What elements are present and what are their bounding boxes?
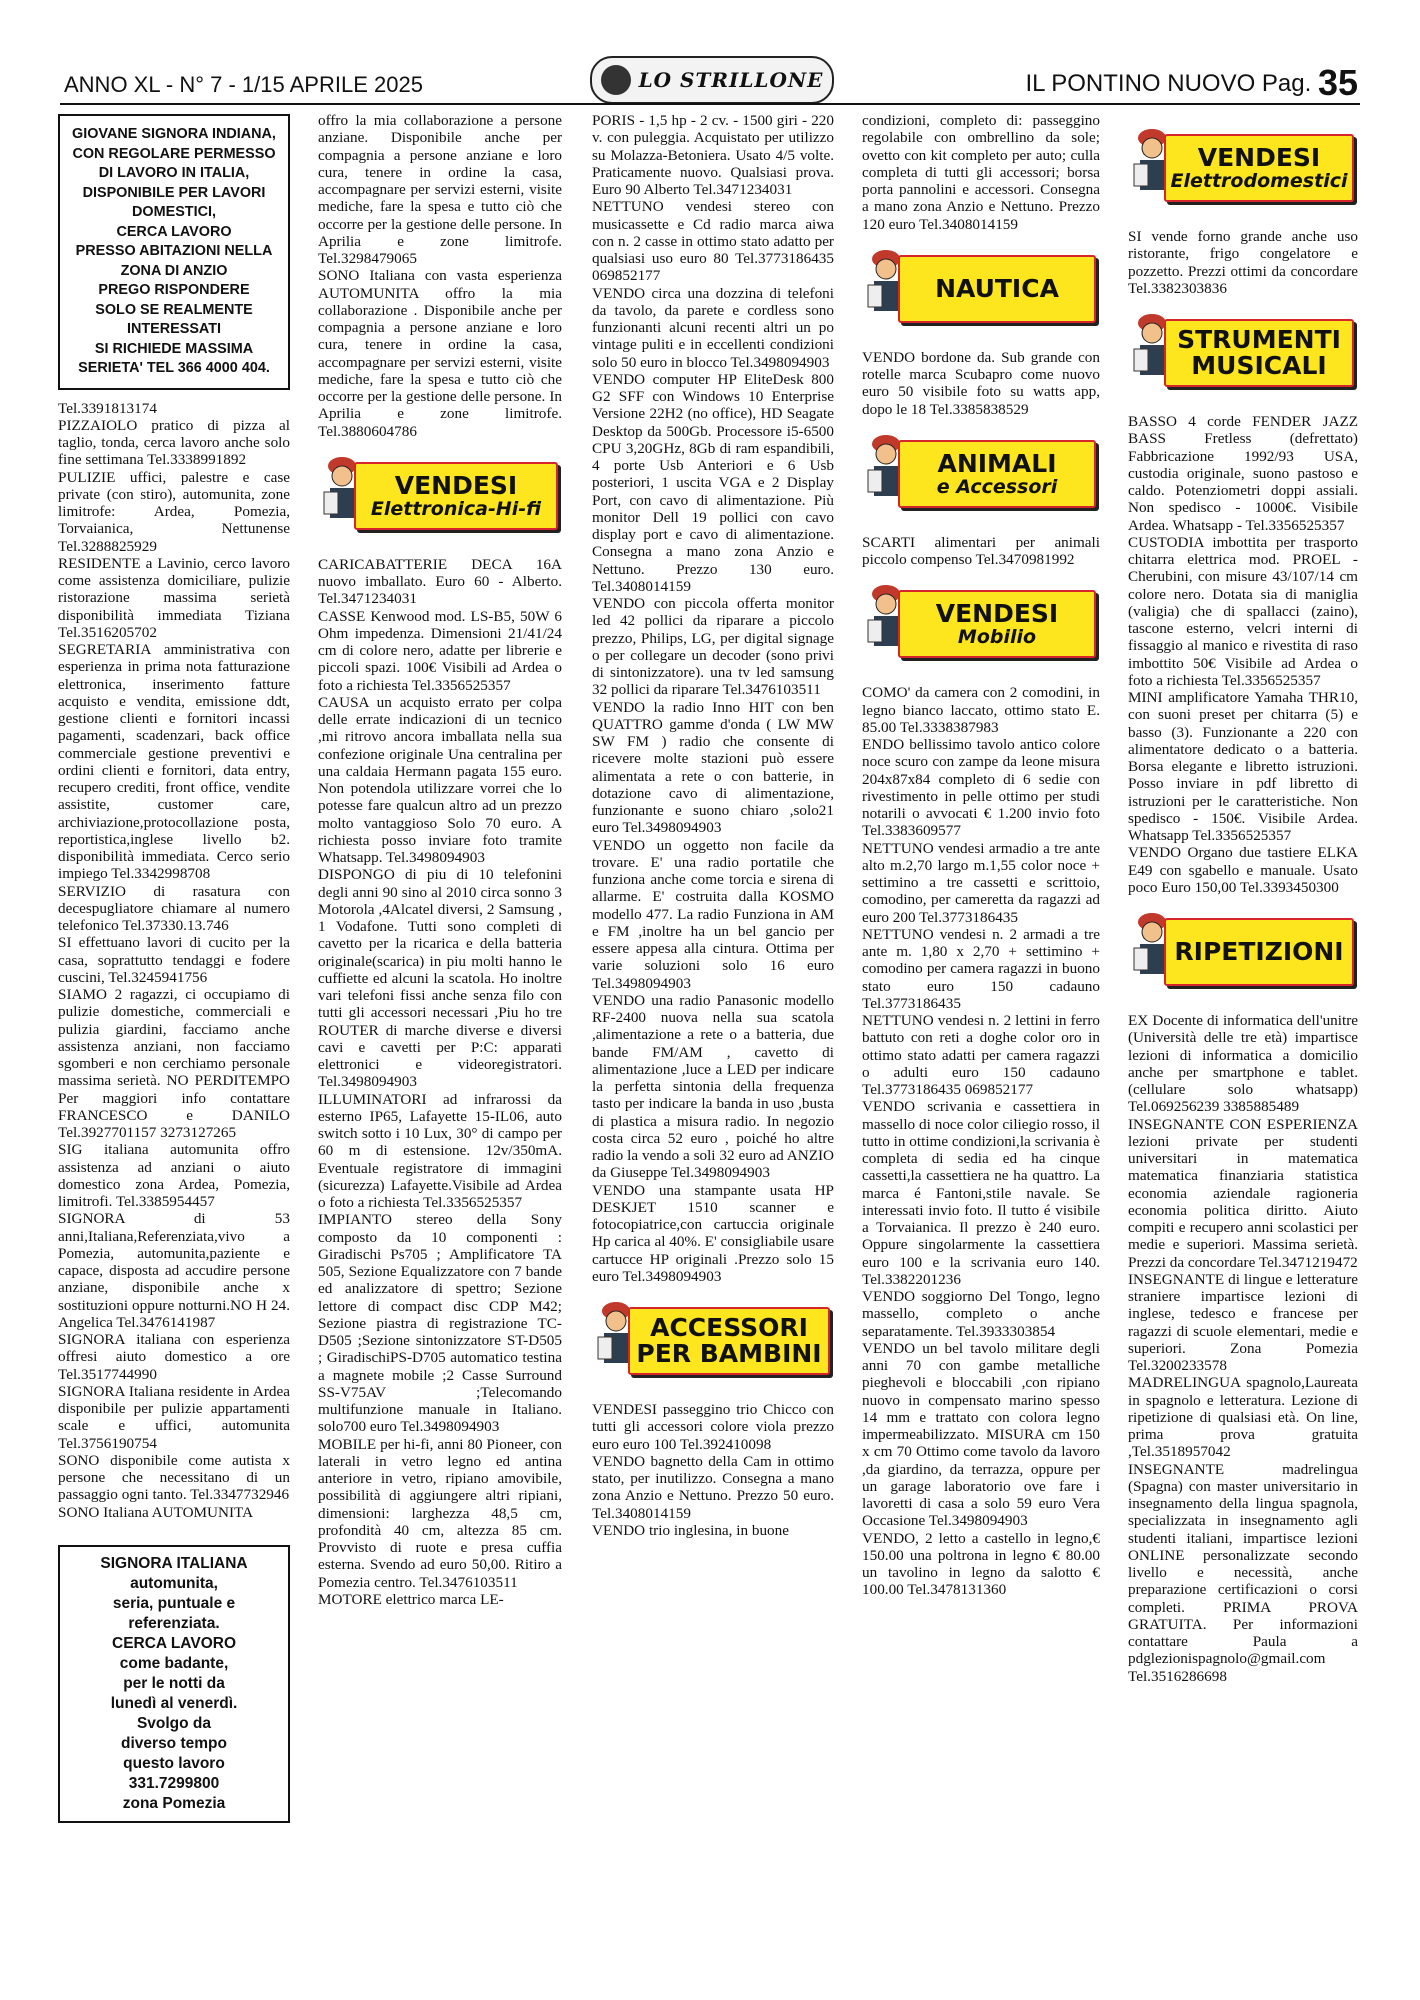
banner-title: ANIMALI xyxy=(937,448,1057,478)
boxed-ad-line: CERCA LAVORO xyxy=(112,1634,236,1652)
classified-ad: MOBILE per hi-fi, anni 80 Pioneer, con laterali in vetro legno ed antina anteriore in vetro, ripiano amovibile, possibilità di aggiungere altri ripiani, dimensioni: larghezza 48,5 cm, profondità 40 cm, altezza 85 cm. Provvisto di ruote e presa cuffia esterna. Svendo ad euro 50,00. Ritiro a Pomezia centro. Tel.3476103511 xyxy=(318,1435,562,1591)
classified-ad: VENDO, 2 letto a castello in legno,€ 150.00 una poltrona in legno € 80.00 un tavolino in legno da salotto € 100.00 Tel.3478131360 xyxy=(862,1529,1100,1599)
classified-ad: VENDO con piccola offerta monitor led 42 pollici da riparare a piccolo prezzo, Philips, LG, per digital signage o per collegare un decoder (sono privi di sintonizzatore). una tv led samsung 32 pollici da riparare Tel.3476103511 xyxy=(592,595,834,699)
classified-ad: NETTUNO vendesi n. 2 armadi a tre ante m. 1,80 x 2,70 + settimino + comodino per camera ragazzi in buono stato euro 150 cadauno Tel.3773186435 xyxy=(862,925,1100,1012)
classified-ad: VENDO trio inglesina, in buone xyxy=(592,1521,789,1539)
boxed-ad-line: INTERESSATI xyxy=(126,321,222,337)
classified-ad: NETTUNO vendesi stereo con musicassette e Cd radio marca aiwa con n. 2 casse in ottimo stato adatto per qualsiasi uso euro 80 Tel.3773186435 069852177 xyxy=(592,198,834,285)
classified-ad: VENDO computer HP EliteDesk 800 G2 SFF con Windows 10 Enterprise Versione 22H2 (no office), HD Seagate Desktop da 500Gb. Processore i5-6500 CPU 3,20GHz, 8Gb di ram espandibili, 4 porte Usb Anteriori e 6 Usb posteriori, 1 uscita VGA e 2 Display Port, con cavo di alimentazione. Più monitor Dell 19 pollici con cavo display port e cavo di alimentazione. Consegna a mano zona Anzio e Nettuno. Prezzo 130 euro. Tel.3408014159 xyxy=(592,370,834,595)
classified-ad: PORIS - 1,5 hp - 2 cv. - 1500 giri - 220 v. con puleggia. Acquistato per utilizzo su Molazza-Betoniera. Usato 4/5 volte. Praticamente nuovo. Qualsiasi prova. Euro 90 Alberto Tel.3471234031 xyxy=(592,112,834,198)
banner-nautica xyxy=(862,243,1100,331)
boxed-ad-line: lunedì al venerdì. xyxy=(110,1694,238,1712)
banner-elettrodomestici xyxy=(1128,122,1358,210)
classified-ad: VENDO la radio Inno HIT con ben QUATTRO gamme d'onda ( LW MW SW FM ) radio che consente di ricevere molte stazioni può essere alimentata a rete o con batterie, in dotazione cavo di alimentazione, funzionante e suono chiaro ,solo21 euro Tel.3498094903 xyxy=(592,698,834,837)
banner-title: ACCESSORI xyxy=(650,1313,808,1342)
classified-ad: VENDO circa una dozzina di telefoni da tavolo, da parete e cordless sono funzionanti alcuni recenti altri un po vintage puliti e in eccellenti condizioni solo 50 euro in blocco Tel.3498094903 xyxy=(592,284,834,371)
classified-ad: SCARTI alimentari per animali piccolo compenso Tel.3470981992 xyxy=(862,533,1100,568)
boxed-ad-line: GIOVANE SIGNORA INDIANA, xyxy=(72,126,276,142)
banner-title: MUSICALI xyxy=(1191,351,1327,380)
classified-ad: CUSTODIA imbottita per trasporto chitarra elettrica mod. PROEL - Cherubini, con misure 43/107/14 cm colore nero. Dotata sia di maniglia (valigia) che di spallacci (zaino), tascone esterno, velcri interni di fissaggio al manico e rivestita di raso imbottito 50€ Visibile ad Ardea o foto a richiesta Tel.3356525357 xyxy=(1128,533,1358,689)
classified-ad: SIGNORA di 53 anni,Italiana,Referenziata,vivo a Pomezia, automunita,paziente e capace, disposta ad accudire persone anziane, disponibile anche x sostituzioni oppure notturni.NO H 24. Angelica Tel.3476141987 xyxy=(58,1210,290,1331)
classified-ad: MOTORE elettrico marca LE- xyxy=(318,1590,504,1608)
classified-ad: EX Docente di informatica dell'unitre (Università delle tre età) impartisce lezioni di informatica a domicilio anche per smartphone e tablet. (cellulare solo whatsapp) Tel.069256239 3385885489 xyxy=(1128,1012,1358,1116)
classified-ad: INSEGNANTE di lingue e letterature straniere impartisce lezioni di inglese, tedesco e francese per ragazzi di scuole elementari, medie e superiori. Zona Pomezia Tel.3200233578 xyxy=(1128,1270,1358,1374)
boxed-ad-line: come badante, xyxy=(119,1654,229,1672)
column-4 xyxy=(862,112,1100,1599)
column-2 xyxy=(318,112,562,1608)
banner-title: RIPETIZIONI xyxy=(1174,937,1344,966)
banner-title: PER BAMBINI xyxy=(636,1339,822,1368)
classified-ad: INSEGNANTE CON ESPERIENZA lezioni private per studenti universitari in matematica matematica finanziaria statistica economia aziendale ragioneria economia politica diritto. Aiuto compiti e recupero anni scolastici per medie e superiori. Massima serietà. Prezzi da concordare Tel.3471219472 xyxy=(1128,1115,1358,1271)
classified-ad: RESIDENTE a Lavinio, cerco lavoro come assistenza domiciliare, pulizie ristorazione massima serietà disponibilità immediata Tiziana Tel.3516205702 xyxy=(58,554,290,641)
issue-info: ANNO XL - N° 7 - 1/15 APRILE 2025 xyxy=(64,72,423,97)
classified-ad: CASSE Kenwood mod. LS-B5, 50W 6 Ohm impedenza. Dimensioni 21/41/24 cm di colore nero, adatte per librerie e piccoli spazi. 100€ Visibili ad Ardea o foto a richiesta Tel.3356525357 xyxy=(318,607,562,694)
banner-title: Elettronica-Hi-fi xyxy=(370,497,542,520)
boxed-ad-line: PRESSO ABITAZIONI NELLA xyxy=(75,243,273,259)
classified-ad: SONO Italiana AUTOMUNITA xyxy=(58,1503,254,1521)
paper-name: IL PONTINO NUOVO Pag. xyxy=(1025,70,1312,97)
boxed-ad-line: zona Pomezia xyxy=(122,1794,226,1812)
classified-ad: SEGRETARIA amministrativa con esperienza in prima nota fatturazione elettronica, inserimento fatture acquisto e vendita, emissione ddt, gestione clienti e fornitori incassi pagamenti, scadenzari, back office commerciale gestione preventivi e ordini clienti e fornitori, data entry, recupero crediti, front office, vendite assistite, customer care, archiviazione,protocollazione posta, reportistica,inglese livello b2. disponibilità immediata. Cerco serio impiego Tel.3342998708 xyxy=(58,641,290,883)
banner-strumenti-musicali xyxy=(1128,307,1358,395)
classified-ad: SONO Italiana con vasta esperienza AUTOMUNITA offro la mia collaborazione . Disponibile anche per compagnia a persone anziane e loro cura, tenere in ordine la casa, accompagnare per servizi esterni, visite mediche, fare la spesa e tutto ciò che occorre per la gestione delle persone. In Aprilia e zone limitrofe. Tel.3880604786 xyxy=(318,267,562,440)
classified-ad: SIG italiana automunita offro assistenza ad anziani o aiuto domestico zona Ardea, Pomezia, limitrofi. Tel.3385954457 xyxy=(58,1141,290,1210)
classified-ad: VENDO soggiorno Del Tongo, legno massello, completo o anche separatamente. Tel.3933303854 xyxy=(862,1288,1100,1340)
boxed-ad-line: diverso tempo xyxy=(121,1734,227,1752)
classified-ad: ENDO bellissimo tavolo antico colore noce scuro con zampe da leone misura 204x87x84 completo di 6 sedie con rivestimento in pelle ottimo per studi notarili o avvocati € 1.200 invio foto Tel.3383609577 xyxy=(862,736,1100,840)
boxed-ad-line: CON REGOLARE PERMESSO xyxy=(72,145,276,162)
boxed-ad-italian-lady xyxy=(58,1545,290,1823)
boxed-ad-line: seria, puntuale e xyxy=(112,1594,236,1612)
classified-ad: PIZZAIOLO pratico di pizza al taglio, tonda, cerca lavoro anche solo fine settimana Tel.3338991892 xyxy=(58,416,290,469)
banner-title: VENDESI xyxy=(1197,143,1321,172)
boxed-ad-line: 331.7299800 xyxy=(128,1774,220,1792)
classified-ad: VENDO bordone da. Sub grande con rotelle marca Scubapro come nuovo euro 50 visibile foto su watts app, dopo le 18 Tel.3385838529 xyxy=(862,348,1100,418)
newsboy-icon xyxy=(601,65,631,95)
boxed-ad-line: per le notti da xyxy=(123,1674,225,1692)
paper-title xyxy=(1025,62,1358,104)
classified-ad: SONO disponibile come autista x persone che necessitano di un passaggio ogni tanto. Tel.3347732946 xyxy=(58,1451,290,1504)
classified-ad: offro la mia collaborazione a persone anziane. Disponibile anche per compagnia a persone anziane e loro cura, tenere in ordine la casa, accompagnare per servizi esterni, visite mediche, fare la spesa e tutto ciò che occorre per la gestione delle persone. In Aprilia e zone limitrofe. Tel.3298479065 xyxy=(318,112,562,267)
boxed-ad-line: DI LAVORO IN ITALIA, xyxy=(98,165,250,181)
column-3 xyxy=(592,112,834,1539)
boxed-ad-line: DOMESTICI, xyxy=(132,204,216,220)
banner-ripetizioni xyxy=(1128,906,1358,994)
banner-title: e Accessori xyxy=(936,475,1058,498)
banner-accessori-bambini xyxy=(592,1295,834,1383)
classified-ad: BASSO 4 corde FENDER JAZZ BASS Fretless (defrettato) Fabbricazione 1992/93 USA, custodia originale, suono pastoso e caldo. Potenziometri doppi assiali. Non spedisco - 1000€. Visibile Ardea. Whatsapp - Tel.3356525357 xyxy=(1128,413,1358,534)
classified-ad: MADRELINGUA spagnolo,Laureata in spagnolo e letteratura. Lezione di ripetizione di qualsiasi età. On line, prima prova gratuita ,Tel.3518957042 xyxy=(1128,1374,1358,1461)
classified-ad: SIGNORA Italiana residente in Ardea disponibile per pulizie appartamenti scale e uffici, automunita Tel.3756190754 xyxy=(58,1382,290,1452)
column-5 xyxy=(1128,112,1358,1685)
classified-ad: VENDESI passeggino trio Chicco con tutti gli accessori colore viola prezzo euro euro 100 Tel.392410098 xyxy=(592,1401,834,1453)
banner-elettronica-hifi xyxy=(318,450,562,538)
boxed-ad-line: CERCA LAVORO xyxy=(116,223,232,240)
banner-mobilio xyxy=(862,578,1100,666)
boxed-ad-line: SIGNORA ITALIANA xyxy=(100,1554,248,1572)
classified-ad: IMPIANTO stereo della Sony composto da 10 componenti : Giradischi Ps705 ; Amplificatore TA 505, Sezione Equalizzatore con 7 bande ed analizzatore di spettro; Sezione lettore di compact disc CDP M42; Sezione piastra di registrazione TC-D505 ;Sezione sintonizzatore ST-D505 ; GiradischiPS-D705 automatico testina a magnete mobile ;2 Casse Surround SS-V75AV ;Telecomando multifunzione manuale in Italiano. solo700 euro Tel.3498094903 xyxy=(318,1211,562,1436)
classified-ad: NETTUNO vendesi armadio a tre ante alto m.2,70 largo m.1,55 color noce + settimino a tre cassetti e scrittoio, comodino, per cameretta da ragazzi ad euro 200 Tel.3773186435 xyxy=(862,839,1100,926)
banner-animali xyxy=(862,428,1100,516)
column-1 xyxy=(58,112,290,1823)
classified-ad: SIGNORA italiana con esperienza offresi aiuto domestico a ore Tel.3517744990 xyxy=(58,1331,290,1383)
page-header xyxy=(60,54,1360,110)
banner-title: VENDESI xyxy=(394,470,518,500)
boxed-ad-line: DISPONIBILE PER LAVORI xyxy=(82,184,266,201)
classified-ad: VENDO scrivania e cassettiera in massello di noce color ciliegio rosso, il tutto in ottime condizioni,la scrivania è completa di sedia ed ha cinque cassetti,la cassettiera ne ha quattro. La marca é Fantoni,stile navale. Se interessati invio foto. Il tutto é visibile a Torvaianica. Il prezzo è 240 euro. Oppure singolarmente la cassettiera euro 100 e la scrivania euro 140. Tel.3382201236 xyxy=(862,1098,1100,1288)
classified-ad: SI vende forno grande anche uso ristorante, frigo congelatore e pozzetto. Prezzi ottimi da concordare Tel.3382303836 xyxy=(1128,228,1358,297)
logo-text: LO STRILLONE xyxy=(638,68,824,92)
classified-ad: SIAMO 2 ragazzi, ci occupiamo di pulizie domestiche, commerciali e pulizia giardini, facciamo anche assistenza anziani, non facciamo sgomberi e non cerchiamo personale massima serietà. NO PERDITEMPO Per maggiori info contattare FRANCESCO e DANILO Tel.3927701157 3273127265 xyxy=(58,986,290,1141)
classified-ad: VENDO un oggetto non facile da trovare. E' una radio portatile che funziona anche come torcia e sirena di allarme. E' costruita dalla KOSMO modello 477. La radio Funziona in AM e FM ,inoltre ha un bel gancio per essere appesa alla cintura. Ottima per varie soluzioni solo 16 euro Tel.3498094903 xyxy=(592,836,834,992)
classified-ad: SERVIZIO di rasatura con decespugliatore chiamare al numero telefonico Tel.37330.13.746 xyxy=(58,882,290,934)
classified-ad: condizioni, completo di: passeggino regolabile con ombrellino da sole; ovetto con kit completo per auto; culla completa di tutti gli accessori; borsa porta pannolini e accessori. Consegna a mano zona Anzio e Nettuno. Prezzo 120 euro Tel.3408014159 xyxy=(862,112,1100,233)
banner-title: NAUTICA xyxy=(935,273,1059,303)
classified-ad: VENDO una radio Panasonic modello RF-2400 nuova nella sua scatola ,alimentazione a rete o a batteria, due bande FM/AM , cavetto di alimentazione ,luce a LED per indicare la perfetta sintonia della frequenza tasto per indicare la banda in uso ,busta di plastica a misura radio. In negozio costa circa 52 euro , poiché ho altre radio la vendo a soli 32 euro ad ANZIO da Giuseppe Tel.3498094903 xyxy=(592,991,834,1182)
page-number: 35 xyxy=(1317,62,1358,103)
boxed-ad-line: referenziata. xyxy=(128,1614,220,1632)
boxed-ad-line: SOLO SE REALMENTE xyxy=(95,301,253,318)
classified-ad: NETTUNO vendesi n. 2 lettini in ferro battuto con reti a doghe color oro in ottimo stato adatti per camera ragazzi o adulti euro 150 cadauno Tel.3773186435 069852177 xyxy=(862,1012,1100,1098)
header-rule xyxy=(60,103,1360,105)
boxed-ad-line: SI RICHIEDE MASSIMA xyxy=(94,340,254,357)
classified-ad: VENDO Organo due tastiere ELKA E49 con sgabello e manuale. Usato poco Euro 150,00 Tel.3393450300 xyxy=(1128,844,1358,896)
classified-ad: CARICABATTERIE DECA 16A nuovo imballato. Euro 60 - Alberto. Tel.3471234031 xyxy=(318,555,562,608)
banner-title: STRUMENTI xyxy=(1177,325,1341,354)
classified-ad: VENDO bagnetto della Cam in ottimo stato, per inutilizzo. Consegna a mano zona Anzio e Nettuno. Prezzo 50 euro. Tel.3408014159 xyxy=(592,1452,834,1522)
classified-ad: ILLUMINATORI ad infrarossi da esterno IP65, Lafayette 15-IL06, auto switch sotto i 10 Lux, 30° di campo per 60 m di estensione. 12v/350mA. Eventuale registratore di immagini (sicurezza) Lafayette.Visibile ad Ardea o foto a richiesta Tel.3356525357 xyxy=(318,1090,562,1211)
classified-ad: SI effettuano lavori di cucito per la casa, soprattutto tendaggi e fodere cuscini, Tel.3245941756 xyxy=(58,934,290,986)
boxed-ad-line: questo lavoro xyxy=(123,1754,225,1772)
banner-title: Mobilio xyxy=(957,626,1037,649)
classified-ad: COMO' da camera con 2 comodini, in legno bianco laccato, ottimo stato E. 85.00 Tel.3338387983 xyxy=(862,684,1100,736)
banner-title: VENDESI xyxy=(935,599,1059,629)
banner-title: Elettrodomestici xyxy=(1170,170,1348,192)
boxed-ad-line: SERIETA' TEL 366 4000 404. xyxy=(78,360,270,376)
classified-ad: CAUSA un acquisto errato per colpa delle errate indicazioni di un tecnico ,mi ritrovo ancora imballata nella sua confezione originale Una centralina per una caldaia Hermann pagata 155 euro. Non potendola utilizzare vorrei che lo potesse fare qualcun altro ad un prezzo molto vantaggioso Solo 70 euro. A richiesta posso inviare foto tramite Whatsapp. Tel.3498094903 xyxy=(318,693,562,866)
boxed-ad-line: automunita, xyxy=(130,1574,218,1592)
boxed-ad-line: ZONA DI ANZIO xyxy=(120,262,228,279)
classified-ad: INSEGNANTE madrelingua (Spagna) con master universitario in insegnamento della lingua spagnola, specializzata in insegnamento agli studenti italiani, impartisce lezioni ONLINE personalizzate secondo livello e necessità, anche preparazione certificazioni o corsi completi. PRIMA PROVA GRATUITA. Per informazioni contattare Paula a pdglezionispagnolo@gmail.com Tel.3516286698 xyxy=(1128,1460,1358,1685)
boxed-ad-line: PREGO RISPONDERE xyxy=(98,282,250,298)
classified-ad: VENDO una stampante usata HP DESKJET 1510 scanner e fotocopiatrice,con cartuccia originale Hp carica al 40%. E' consigliabile usare cartucce HP originali .Prezzo solo 15 euro Tel.3498094903 xyxy=(592,1181,834,1285)
classified-ad: Tel.3391813174 xyxy=(58,399,157,417)
classified-ad: PULIZIE uffici, palestre e case private (con stiro), automunita, zone limitrofe: Ardea, Pomezia, Torvaianica, Nettunense Tel.3288825929 xyxy=(58,468,290,555)
classified-ad: MINI amplificatore Yamaha THR10, con suoni preset per chitarra (5) e basso (3). Funzionante a 220 con alimentatore dedicato o a batteria. Borsa elegante e libretto istruzioni. Posso inviare in pdf libretto di istruzioni per le caratteristiche. Non spedisco - 150€. Visibile Ardea. Whatsapp Tel.3356525357 xyxy=(1128,689,1358,844)
classified-ad: VENDO un bel tavolo militare degli anni 70 con gambe metalliche pieghevoli e bloccabili ,con ripiano nuovo in compensato marino spesso 14 mm e trattato con colora legno impermeabilizzato. MISURA cm 150 x cm 70 Ottimo come tavolo da lavoro ,da giardino, da terrazza, oppure per un garage laboratorio ove fare i lavoretti di casa a solo 59 euro Vera Occasione Tel.3498094903 xyxy=(862,1339,1100,1530)
boxed-ad-indian-lady xyxy=(58,114,290,390)
lo-strillone-logo xyxy=(590,56,834,104)
classified-ad: DISPONGO di piu di 10 telefonini degli anni 90 sino al 2010 circa sonno 3 Motorola ,4Alcatel diversi, 2 Samsung , 1 Vodafone. Tutti sono completi di cavetto per la ricarica e della batteria originale(scarica) in piu molti hanno le cuffiette ed alcuni la scatola. Ho inoltre vari telefoni fissi anche senza filo con tutti gli accessori necessari ,Piu ho tre ROUTER di marche diverse e diversi cavi e cavetti per P:C: apparati elettronici e videoregistratori. Tel.3498094903 xyxy=(318,866,562,1091)
boxed-ad-line: Svolgo da xyxy=(136,1714,212,1732)
